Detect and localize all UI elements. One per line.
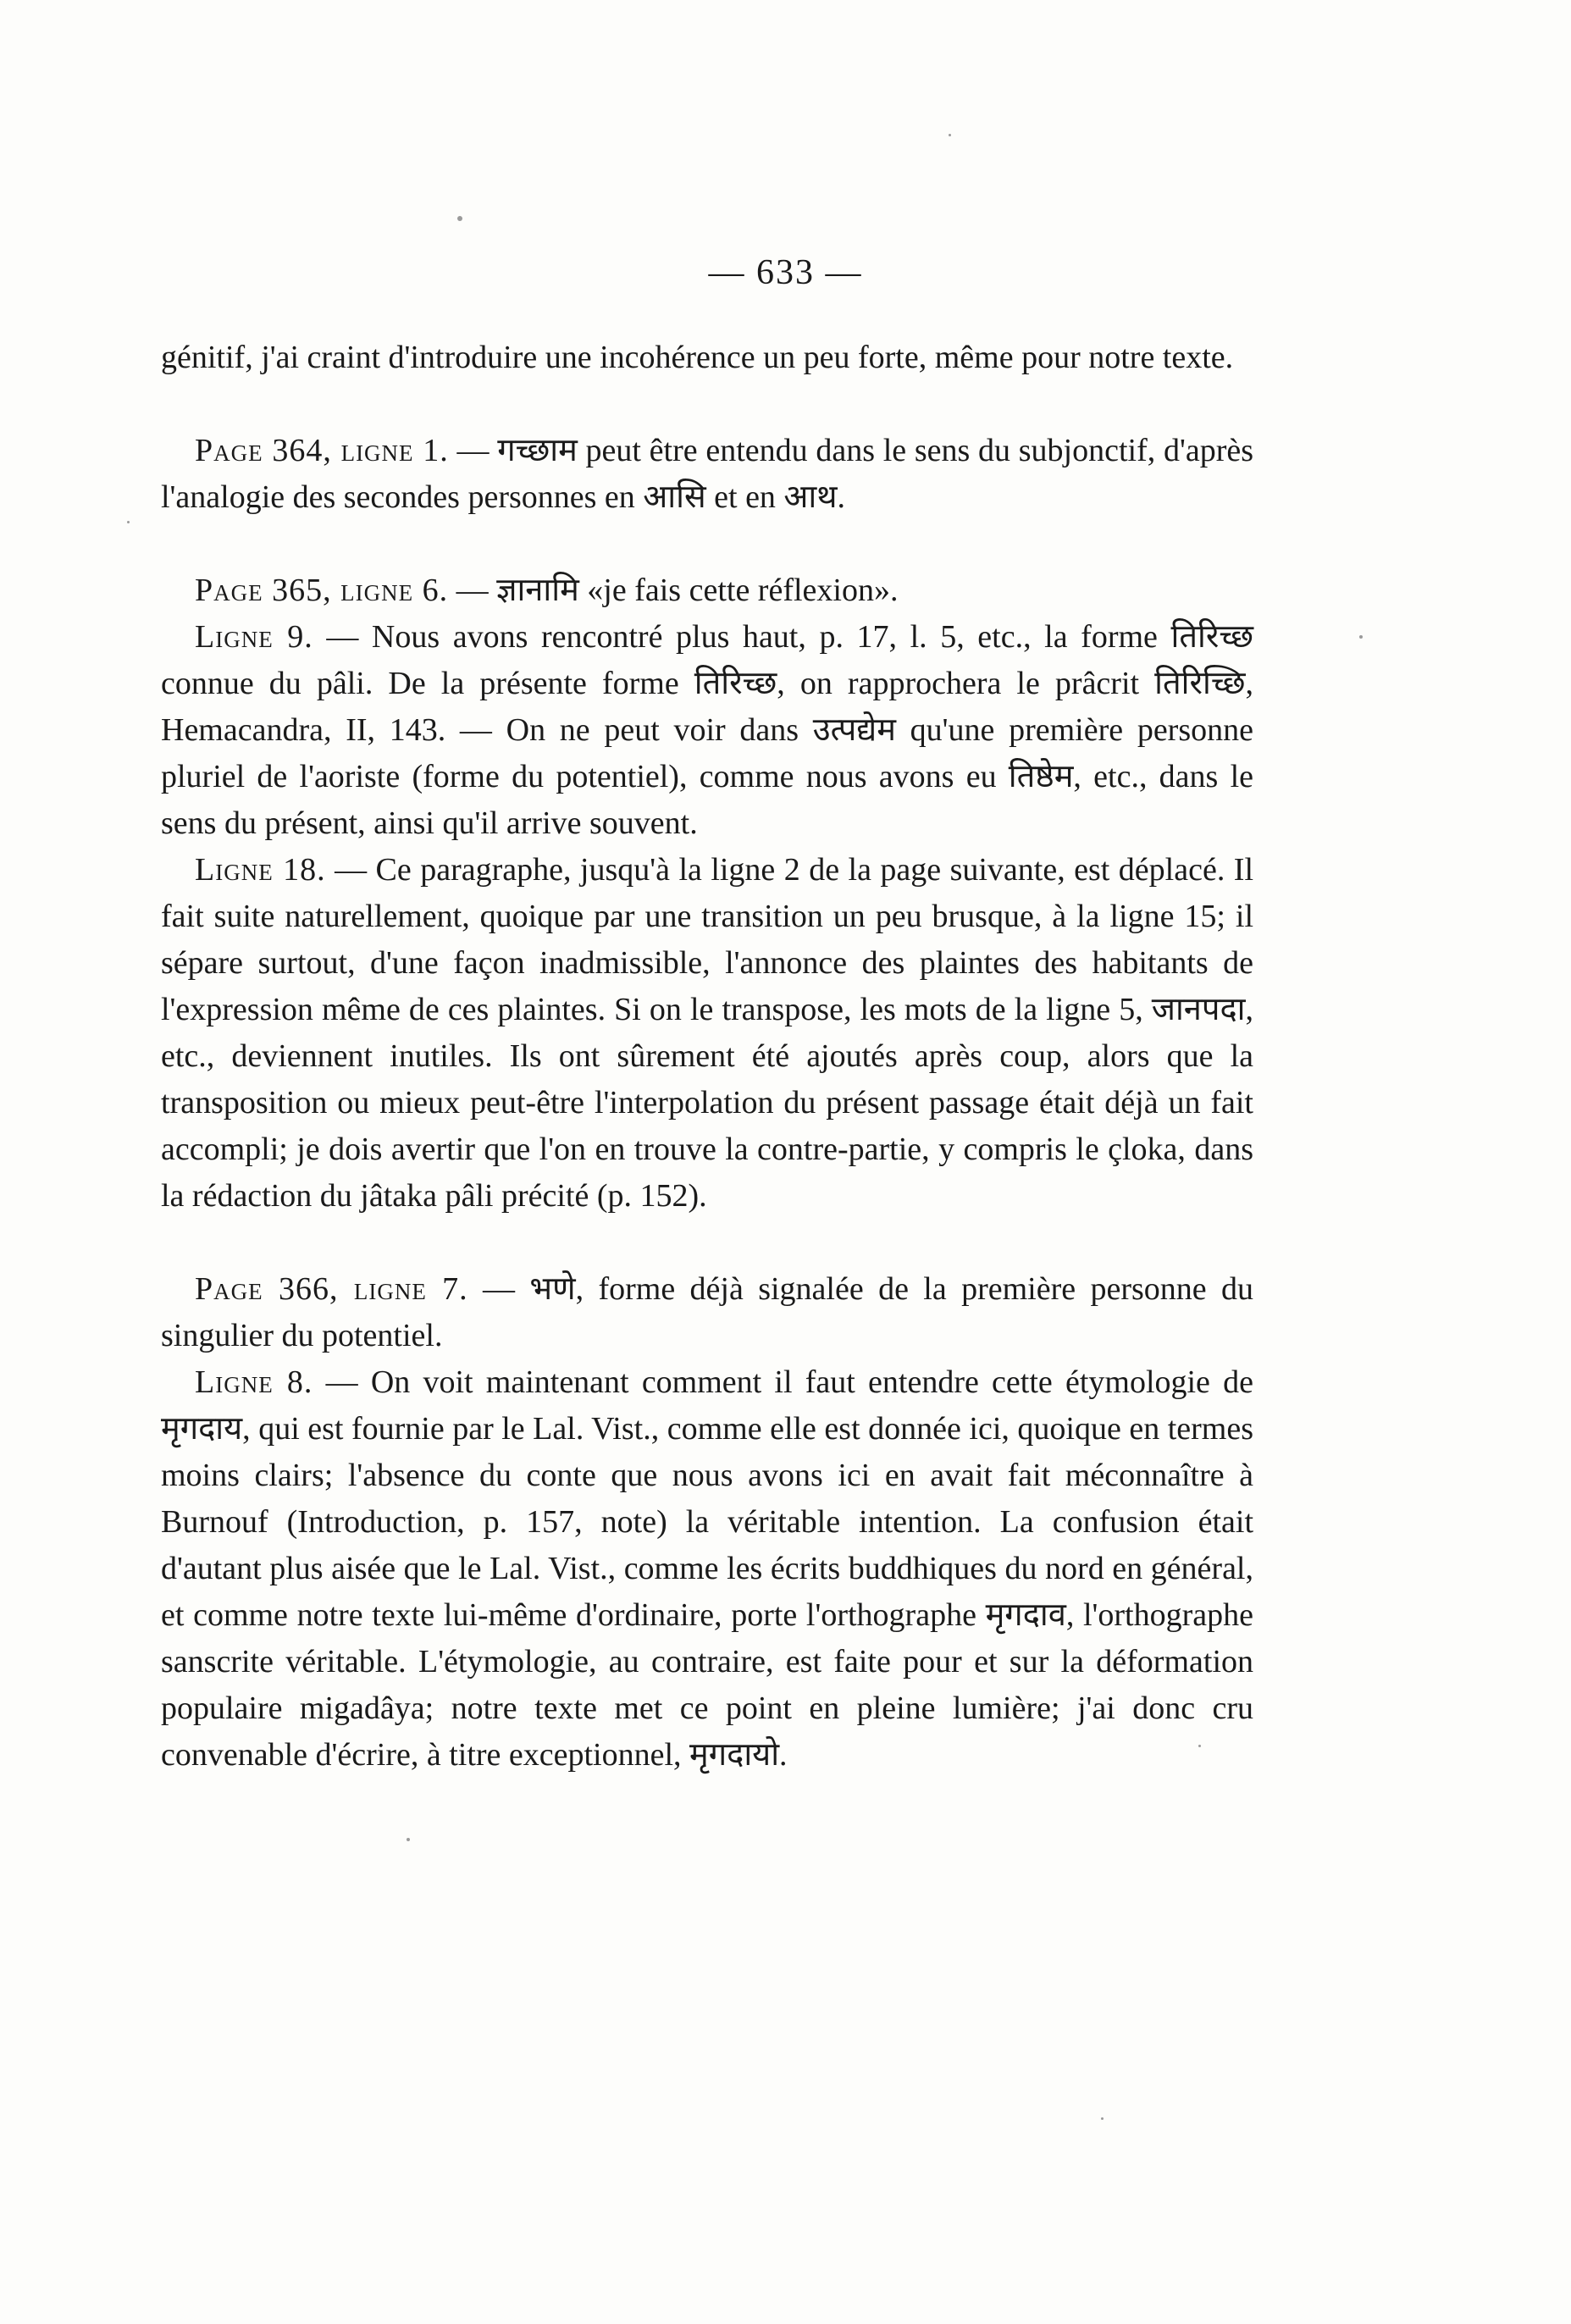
note-label: Ligne 8. bbox=[195, 1364, 313, 1400]
body-text bbox=[161, 335, 1253, 1779]
note-label: Page 366, ligne 7. bbox=[195, 1271, 468, 1307]
paragraph-gap bbox=[161, 521, 1253, 567]
scan-speck bbox=[949, 134, 951, 136]
scan-speck bbox=[407, 1838, 410, 1841]
page-number: — 633 — bbox=[708, 253, 863, 292]
note-label: Page 365, ligne 6. bbox=[195, 573, 449, 608]
note-text: — Nous avons rencontré plus haut, p. 17, l. 5, etc., la forme तिरिच्छ connue du pâli. De la présente forme तिरिच्छ, on rapprochera le prâcrit तिरिच्छि, Hemacandra, II, 143. — On ne peut voir dans उत्पद्येम qu'une première personne pluriel de l'aoriste (forme du potentiel), comme nous avons eu तिष्ठेम, etc., dans le sens du présent, ainsi qu'il arrive souvent. bbox=[161, 619, 1253, 841]
note-entry-page-364 bbox=[161, 428, 1253, 521]
note-text: — भणे, forme déjà signalée de la première personne du singulier du potentiel. bbox=[161, 1271, 1253, 1353]
scan-speck bbox=[457, 216, 462, 221]
note-entry-ligne-18 bbox=[161, 847, 1253, 1220]
paragraph-continuation bbox=[161, 335, 1253, 381]
note-label: Ligne 9. bbox=[195, 619, 313, 655]
note-text: — गच्छाम peut être entendu dans le sens du subjonctif, d'après l'analogie des secondes personnes en आसि et en आथ. bbox=[161, 433, 1254, 515]
note-text: — ज्ञानामि «je fais cette réflexion». bbox=[448, 573, 899, 608]
note-entry-ligne-8 bbox=[161, 1359, 1253, 1779]
scan-speck bbox=[1101, 2117, 1104, 2120]
note-label: Page 364, ligne 1. bbox=[195, 433, 449, 468]
note-text: — Ce paragraphe, jusqu'à la ligne 2 de la page suivante, est déplacé. Il fait suite naturellement, quoique par une transition un peu brusque, à la ligne 15; il sépare surtout, d'une façon inadmissible, l'annonce des plaintes des habitants de l'expression même de ces plaintes. Si on le transpose, les mots de la ligne 5, जानपदा, etc., deviennent inutiles. Ils ont sûrement été ajoutés après coup, alors que la transposition ou mieux peut-être l'interpolation du présent passage était déjà un fait accompli; je dois avertir que l'on en trouve la contre-partie, y compris le çloka, dans la rédaction du jâtaka pâli précité (p. 152). bbox=[161, 852, 1253, 1214]
paragraph-text: génitif, j'ai craint d'introduire une incohérence un peu forte, même pour notre texte. bbox=[161, 340, 1234, 375]
note-entry-ligne-9 bbox=[161, 614, 1253, 847]
paragraph-gap bbox=[161, 1220, 1253, 1266]
note-label: Ligne 18. bbox=[195, 852, 326, 888]
note-entry-page-365 bbox=[161, 567, 1253, 614]
scan-speck bbox=[127, 521, 130, 523]
note-entry-page-366 bbox=[161, 1266, 1253, 1359]
note-text: — On voit maintenant comment il faut entendre cette étymologie de मृगदाय, qui est fournie par le Lal. Vist., comme elle est donnée ici, quoique en termes moins clairs; l'absence du conte que nous avons ici en avait fait méconnaître à Burnouf (Introduction, p. 157, note) la véritable intention. La confusion était d'autant plus aisée que le Lal. Vist., comme les écrits buddhiques du nord en général, et comme notre texte lui-même d'ordinaire, porte l'orthographe मृगदाव, l'orthographe sanscrite véritable. L'étymologie, au contraire, est faite pour et sur la déformation populaire migadâya; notre texte met ce point en pleine lumière; j'ai donc cru convenable d'écrire, à titre exceptionnel, मृगदायो. bbox=[161, 1364, 1253, 1773]
scan-speck bbox=[1198, 1745, 1201, 1747]
paragraph-gap bbox=[161, 381, 1253, 428]
scan-speck bbox=[1359, 635, 1363, 639]
